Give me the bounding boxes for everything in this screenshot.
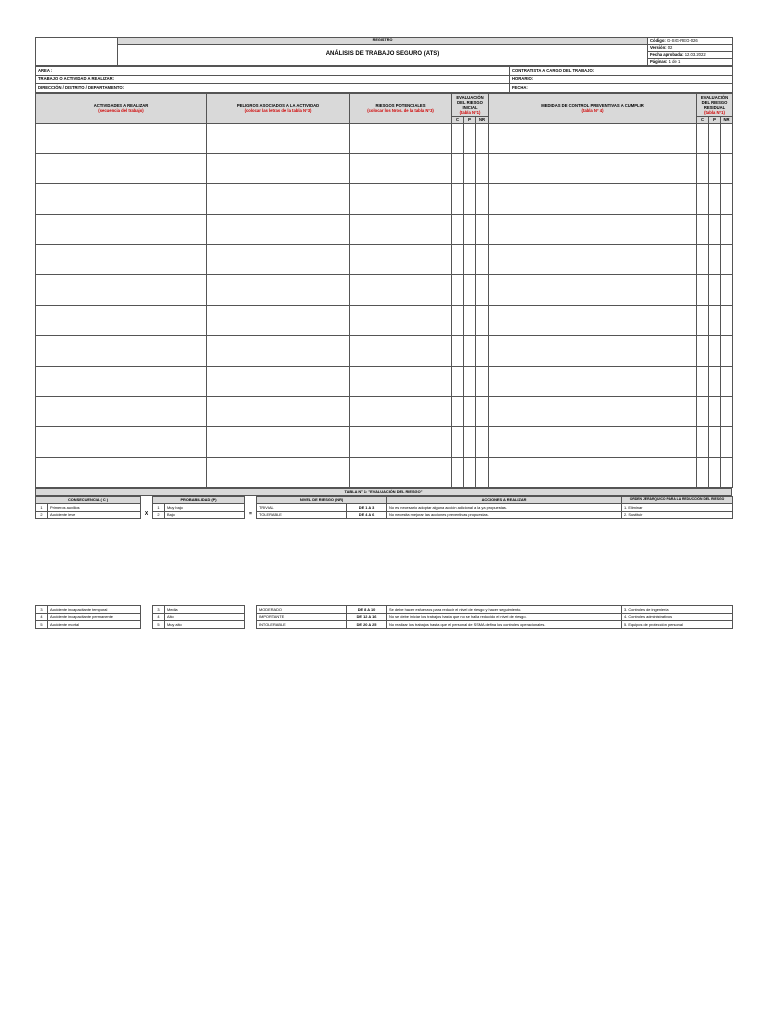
nr-inicial-cell[interactable] xyxy=(476,397,489,427)
nr-residual-cell[interactable] xyxy=(721,184,733,214)
riesgo-cell[interactable] xyxy=(350,305,452,335)
col-riesgos-sub: (colocar los Nros. de la tabla N°3) xyxy=(367,108,434,113)
c-residual-cell[interactable] xyxy=(697,427,709,457)
c-residual-cell[interactable] xyxy=(697,214,709,244)
p-inicial-cell[interactable] xyxy=(464,336,476,366)
accion: No se debe iniciar los trabajos hasta que no se halla reducido el nivel de riesgo. xyxy=(387,613,622,621)
c-inicial-cell[interactable] xyxy=(452,123,464,153)
c-residual-cell[interactable] xyxy=(697,366,709,396)
c-residual-cell[interactable] xyxy=(697,336,709,366)
c-inicial-cell[interactable] xyxy=(452,245,464,275)
p-inicial-cell[interactable] xyxy=(464,245,476,275)
medidas-cell[interactable] xyxy=(489,305,697,335)
logo-area xyxy=(36,38,118,66)
probabilidad-text: Muy alto xyxy=(165,621,245,629)
paginas-label: Páginas: xyxy=(650,59,668,65)
nr-inicial-cell[interactable] xyxy=(476,123,489,153)
peligro-cell[interactable] xyxy=(207,214,350,244)
c-inicial-cell[interactable] xyxy=(452,275,464,305)
nivel-riesgo: TRIVIAL xyxy=(257,504,347,512)
registro-label: REGISTRO xyxy=(118,38,648,45)
medidas-cell[interactable] xyxy=(489,397,697,427)
p-residual-cell[interactable] xyxy=(709,123,721,153)
nr-residual-cell[interactable] xyxy=(721,153,733,183)
risk-row xyxy=(36,275,733,305)
fecha-field[interactable]: FECHA: xyxy=(510,84,733,93)
tabla-1-row xyxy=(36,504,733,512)
actividad-cell[interactable] xyxy=(36,427,207,457)
riesgo-cell[interactable] xyxy=(350,153,452,183)
actividad-cell[interactable] xyxy=(36,336,207,366)
actividad-cell[interactable] xyxy=(36,305,207,335)
accion: No es necesario adoptar alguna acción adicional a la ya propuestas. xyxy=(387,504,622,512)
peligro-cell[interactable] xyxy=(207,184,350,214)
trabajo-field[interactable]: TRABAJO O ACTIVIDAD A REALIZAR: xyxy=(36,75,510,84)
nivel-riesgo: MODERADO xyxy=(257,606,347,614)
riesgo-cell[interactable] xyxy=(350,184,452,214)
c-inicial-cell[interactable] xyxy=(452,153,464,183)
nr-inicial-cell[interactable] xyxy=(476,214,489,244)
peligro-cell[interactable] xyxy=(207,245,350,275)
c-residual-cell[interactable] xyxy=(697,184,709,214)
probabilidad-num: 2 xyxy=(153,511,165,519)
nr-residual-cell[interactable] xyxy=(721,275,733,305)
col-actividades-sub: (secuencia del trabajo) xyxy=(98,108,144,113)
area-field[interactable]: AREA : xyxy=(36,67,510,76)
risk-row xyxy=(36,397,733,427)
tabla-1-header xyxy=(35,488,732,496)
riesgo-cell[interactable] xyxy=(350,336,452,366)
risk-row xyxy=(36,123,733,153)
orden-header: ORDEN JERÁRQUICO PARA LA REDUCCIÓN DEL RIESGO xyxy=(622,496,733,504)
col-actividades xyxy=(36,93,207,123)
tabla-1-title: TABLA N° 1: "EVALUACIÓN DEL RIESGO" xyxy=(36,489,732,496)
fecha-aprobada-label: Fecha aprobada: xyxy=(650,52,684,58)
orden-jerarquico: 3. Controles de ingeniería xyxy=(622,606,733,614)
ats-form xyxy=(35,37,732,629)
riesgo-cell[interactable] xyxy=(350,427,452,457)
nr-inicial-cell[interactable] xyxy=(476,275,489,305)
peligro-cell[interactable] xyxy=(207,123,350,153)
risk-row xyxy=(36,366,733,396)
tabla-1-row xyxy=(36,613,733,621)
x-symbol xyxy=(141,613,153,621)
risk-rows xyxy=(36,123,733,488)
nr-inicial-cell[interactable] xyxy=(476,305,489,335)
spacer xyxy=(245,496,257,504)
c-inicial-cell[interactable] xyxy=(452,457,464,487)
riesgo-cell[interactable] xyxy=(350,397,452,427)
p-inicial-cell[interactable] xyxy=(464,123,476,153)
probabilidad-text: Bajo xyxy=(165,511,245,519)
consecuencia-text: Accidente incapacitante permanente xyxy=(48,613,141,621)
probabilidad-num: 3 xyxy=(153,606,165,614)
actividad-cell[interactable] xyxy=(36,366,207,396)
peligro-cell[interactable] xyxy=(207,153,350,183)
nr-residual-cell[interactable] xyxy=(721,457,733,487)
consecuencia-num: 4 xyxy=(36,613,48,621)
col-eval-inicial xyxy=(452,93,489,116)
medidas-cell[interactable] xyxy=(489,153,697,183)
col-eval-residual xyxy=(697,93,733,116)
col-medidas-label: MEDIDAS DE CONTROL PREVENTIVAS A CUMPLIR xyxy=(541,103,644,108)
eq-symbol xyxy=(245,606,257,614)
risk-row xyxy=(36,427,733,457)
c-inicial-cell[interactable] xyxy=(452,397,464,427)
contratista-field[interactable]: CONTRATISTA A CARGO DEL TRABAJO: xyxy=(510,67,733,76)
tabla-1-rows xyxy=(36,504,733,629)
probabilidad-num: 4 xyxy=(153,613,165,621)
c-inicial-cell[interactable] xyxy=(452,336,464,366)
codigo-value: G-SIG-REG-026 xyxy=(667,38,698,44)
p-inicial-cell[interactable] xyxy=(464,397,476,427)
spacer xyxy=(141,496,153,504)
col-peligros-sub: (colocar las letras de la tabla N°3) xyxy=(244,108,312,113)
nr-residual-cell[interactable] xyxy=(721,123,733,153)
p-inicial-cell[interactable] xyxy=(464,427,476,457)
medidas-cell[interactable] xyxy=(489,457,697,487)
tabla-1-row xyxy=(36,511,733,519)
nivel-riesgo: TOLERABLE xyxy=(257,511,347,519)
p-residual-cell[interactable] xyxy=(709,366,721,396)
c-residual-cell[interactable] xyxy=(697,305,709,335)
actividad-cell[interactable] xyxy=(36,214,207,244)
col-c-residual: C xyxy=(697,116,709,123)
nr-residual-cell[interactable] xyxy=(721,214,733,244)
p-inicial-cell[interactable] xyxy=(464,275,476,305)
consecuencia-text: Accidente leve xyxy=(48,511,141,519)
actividad-cell[interactable] xyxy=(36,397,207,427)
p-inicial-cell[interactable] xyxy=(464,305,476,335)
col-nr-inicial: NR xyxy=(476,116,489,123)
peligro-cell[interactable] xyxy=(207,366,350,396)
nr-residual-cell[interactable] xyxy=(721,245,733,275)
rango-riesgo: DE 20 A 25 xyxy=(347,621,387,629)
fecha-aprobada-value: 12.03.2022 xyxy=(684,52,706,58)
col-medidas-sub: (tabla N° 4) xyxy=(581,108,604,113)
peligro-cell[interactable] xyxy=(207,427,350,457)
nr-inicial-cell[interactable] xyxy=(476,153,489,183)
gap-cell xyxy=(36,519,733,606)
consecuencia-header: CONSECUENCIA ( C ) xyxy=(36,496,141,504)
accion: No necesita mejorar las acciones preventivas propuestas. xyxy=(387,511,622,519)
consecuencia-num: 3 xyxy=(36,606,48,614)
accion: Se debe hacer esfuerzos para reducir el nivel de riesgo y hacer seguimiento. xyxy=(387,606,622,614)
actividad-cell[interactable] xyxy=(36,457,207,487)
paginas-value: 1 de 1 xyxy=(668,59,681,65)
col-eval-inicial-label: EVALUACIÓN DEL RIESGO INICIAL xyxy=(456,94,484,110)
version-cell xyxy=(648,45,733,52)
peligro-cell[interactable] xyxy=(207,397,350,427)
probabilidad-num: 5 xyxy=(153,621,165,629)
direccion-field[interactable]: DIRECCIÓN / DISTRITO / DEPARTAMENTO: xyxy=(36,84,510,93)
c-inicial-cell[interactable] xyxy=(452,184,464,214)
p-residual-cell[interactable] xyxy=(709,275,721,305)
tabla-1-row xyxy=(36,606,733,614)
medidas-cell[interactable] xyxy=(489,245,697,275)
p-residual-cell[interactable] xyxy=(709,184,721,214)
risk-row xyxy=(36,184,733,214)
codigo-cell xyxy=(648,38,733,45)
col-eval-inicial-sub: (tabla N°1) xyxy=(459,109,481,115)
actividad-cell[interactable] xyxy=(36,245,207,275)
nr-inicial-cell[interactable] xyxy=(476,336,489,366)
medidas-cell[interactable] xyxy=(489,214,697,244)
p-residual-cell[interactable] xyxy=(709,245,721,275)
col-p-inicial: P xyxy=(464,116,476,123)
c-residual-cell[interactable] xyxy=(697,397,709,427)
rango-riesgo: DE 8 A 10 xyxy=(347,606,387,614)
col-eval-residual-sub: (tabla N°1) xyxy=(704,109,725,115)
orden-jerarquico: 4. Controles administrativos xyxy=(622,613,733,621)
rango-riesgo: DE 4 A 6 xyxy=(347,511,387,519)
horario-field[interactable]: HORARIO: xyxy=(510,75,733,84)
x-symbol xyxy=(141,504,153,512)
x-symbol xyxy=(141,621,153,629)
consecuencia-text: Accidente mortal xyxy=(48,621,141,629)
risk-row xyxy=(36,305,733,335)
nr-residual-cell[interactable] xyxy=(721,366,733,396)
col-actividades-label: ACTIVIDADES A REALIZAR xyxy=(93,103,149,108)
rango-riesgo: DE 1 A 3 xyxy=(347,504,387,512)
actividad-cell[interactable] xyxy=(36,184,207,214)
c-residual-cell[interactable] xyxy=(697,457,709,487)
tabla-1-row xyxy=(36,621,733,629)
p-residual-cell[interactable] xyxy=(709,457,721,487)
medidas-cell[interactable] xyxy=(489,275,697,305)
risk-row xyxy=(36,336,733,366)
tabla-1 xyxy=(35,496,733,629)
consecuencia-num: 5 xyxy=(36,621,48,629)
riesgo-cell[interactable] xyxy=(350,214,452,244)
p-residual-cell[interactable] xyxy=(709,397,721,427)
c-residual-cell[interactable] xyxy=(697,123,709,153)
x-symbol: X xyxy=(144,511,149,518)
orden-jerarquico: 1. Eliminar xyxy=(622,504,733,512)
nr-residual-cell[interactable] xyxy=(721,336,733,366)
info-table xyxy=(35,66,733,93)
consecuencia-num: 1 xyxy=(36,504,48,512)
consecuencia-text: Accidente incapacitante temporal xyxy=(48,606,141,614)
nivel-header: NIVEL DE RIESGO (NR) xyxy=(257,496,387,504)
medidas-cell[interactable] xyxy=(489,336,697,366)
riesgo-cell[interactable] xyxy=(350,366,452,396)
c-inicial-cell[interactable] xyxy=(452,214,464,244)
actividad-cell[interactable] xyxy=(36,123,207,153)
risk-analysis-table xyxy=(35,93,733,489)
nivel-riesgo: IMPORTANTE xyxy=(257,613,347,621)
risk-row xyxy=(36,214,733,244)
p-inicial-cell[interactable] xyxy=(464,457,476,487)
nivel-riesgo: INTOLERABLE xyxy=(257,621,347,629)
acciones-header: ACCIONES A REALIZAR xyxy=(387,496,622,504)
col-riesgos xyxy=(350,93,452,123)
nr-inicial-cell[interactable] xyxy=(476,245,489,275)
c-inicial-cell[interactable] xyxy=(452,305,464,335)
risk-row xyxy=(36,245,733,275)
c-residual-cell[interactable] xyxy=(697,153,709,183)
p-residual-cell[interactable] xyxy=(709,336,721,366)
accion: No realizar los trabajos hasta que el personal de SSMA defina los controles operacionales. xyxy=(387,621,622,629)
eq-symbol: = xyxy=(249,511,252,518)
orden-jerarquico: 2. Sustituir xyxy=(622,511,733,519)
consecuencia-text: Primeros auxilios xyxy=(48,504,141,512)
page-title: ANÁLISIS DE TRABAJO SEGURO (ATS) xyxy=(118,45,648,66)
codigo-label: Código: xyxy=(650,38,666,44)
p-residual-cell[interactable] xyxy=(709,153,721,183)
c-inicial-cell[interactable] xyxy=(452,366,464,396)
nr-inicial-cell[interactable] xyxy=(476,427,489,457)
c-residual-cell[interactable] xyxy=(697,245,709,275)
form-header xyxy=(35,37,733,66)
probabilidad-num: 1 xyxy=(153,504,165,512)
probabilidad-header: PROBABILIDAD (P) xyxy=(153,496,245,504)
nr-residual-cell[interactable] xyxy=(721,305,733,335)
paginas-cell xyxy=(648,59,733,66)
probabilidad-text: Muy bajo xyxy=(165,504,245,512)
consecuencia-num: 2 xyxy=(36,511,48,519)
col-riesgos-label: RIESGOS POTENCIALES xyxy=(375,103,426,108)
p-inicial-cell[interactable] xyxy=(464,366,476,396)
p-inicial-cell[interactable] xyxy=(464,153,476,183)
p-inicial-cell[interactable] xyxy=(464,214,476,244)
peligro-cell[interactable] xyxy=(207,275,350,305)
version-value: 02 xyxy=(667,45,673,51)
c-inicial-cell[interactable] xyxy=(452,427,464,457)
orden-jerarquico: 5. Equipos de protección personal xyxy=(622,621,733,629)
medidas-cell[interactable] xyxy=(489,184,697,214)
col-peligros xyxy=(207,93,350,123)
medidas-cell[interactable] xyxy=(489,123,697,153)
nr-inicial-cell[interactable] xyxy=(476,457,489,487)
col-c-inicial: C xyxy=(452,116,464,123)
p-residual-cell[interactable] xyxy=(709,427,721,457)
tabla-1-gap xyxy=(36,519,733,606)
medidas-cell[interactable] xyxy=(489,366,697,396)
riesgo-cell[interactable] xyxy=(350,123,452,153)
fecha-aprobada-cell xyxy=(648,52,733,59)
probabilidad-text: Alto xyxy=(165,613,245,621)
p-residual-cell[interactable] xyxy=(709,305,721,335)
col-peligros-label: PELIGROS ASOCIADOS A LA ACTIVIDAD xyxy=(236,103,320,108)
riesgo-cell[interactable] xyxy=(350,245,452,275)
nr-inicial-cell[interactable] xyxy=(476,184,489,214)
eq-symbol xyxy=(245,613,257,621)
rango-riesgo: DE 12 A 16 xyxy=(347,613,387,621)
medidas-cell[interactable] xyxy=(489,427,697,457)
col-eval-residual-label: EVALUACIÓN DEL RIESGO RESIDUAL xyxy=(700,94,729,110)
probabilidad-text: Media xyxy=(165,606,245,614)
version-label: Versión: xyxy=(650,45,667,51)
eq-symbol xyxy=(245,621,257,629)
col-medidas xyxy=(489,93,697,123)
eq-symbol xyxy=(245,504,257,512)
col-nr-residual: NR xyxy=(721,116,733,123)
riesgo-cell[interactable] xyxy=(350,457,452,487)
col-p-residual: P xyxy=(709,116,721,123)
nr-residual-cell[interactable] xyxy=(721,427,733,457)
peligro-cell[interactable] xyxy=(207,305,350,335)
riesgo-cell[interactable] xyxy=(350,275,452,305)
p-residual-cell[interactable] xyxy=(709,214,721,244)
nr-inicial-cell[interactable] xyxy=(476,366,489,396)
actividad-cell[interactable] xyxy=(36,275,207,305)
nr-residual-cell[interactable] xyxy=(721,397,733,427)
peligro-cell[interactable] xyxy=(207,457,350,487)
risk-row xyxy=(36,457,733,487)
risk-row xyxy=(36,153,733,183)
peligro-cell[interactable] xyxy=(207,336,350,366)
c-residual-cell[interactable] xyxy=(697,275,709,305)
x-symbol xyxy=(141,606,153,614)
actividad-cell[interactable] xyxy=(36,153,207,183)
p-inicial-cell[interactable] xyxy=(464,184,476,214)
